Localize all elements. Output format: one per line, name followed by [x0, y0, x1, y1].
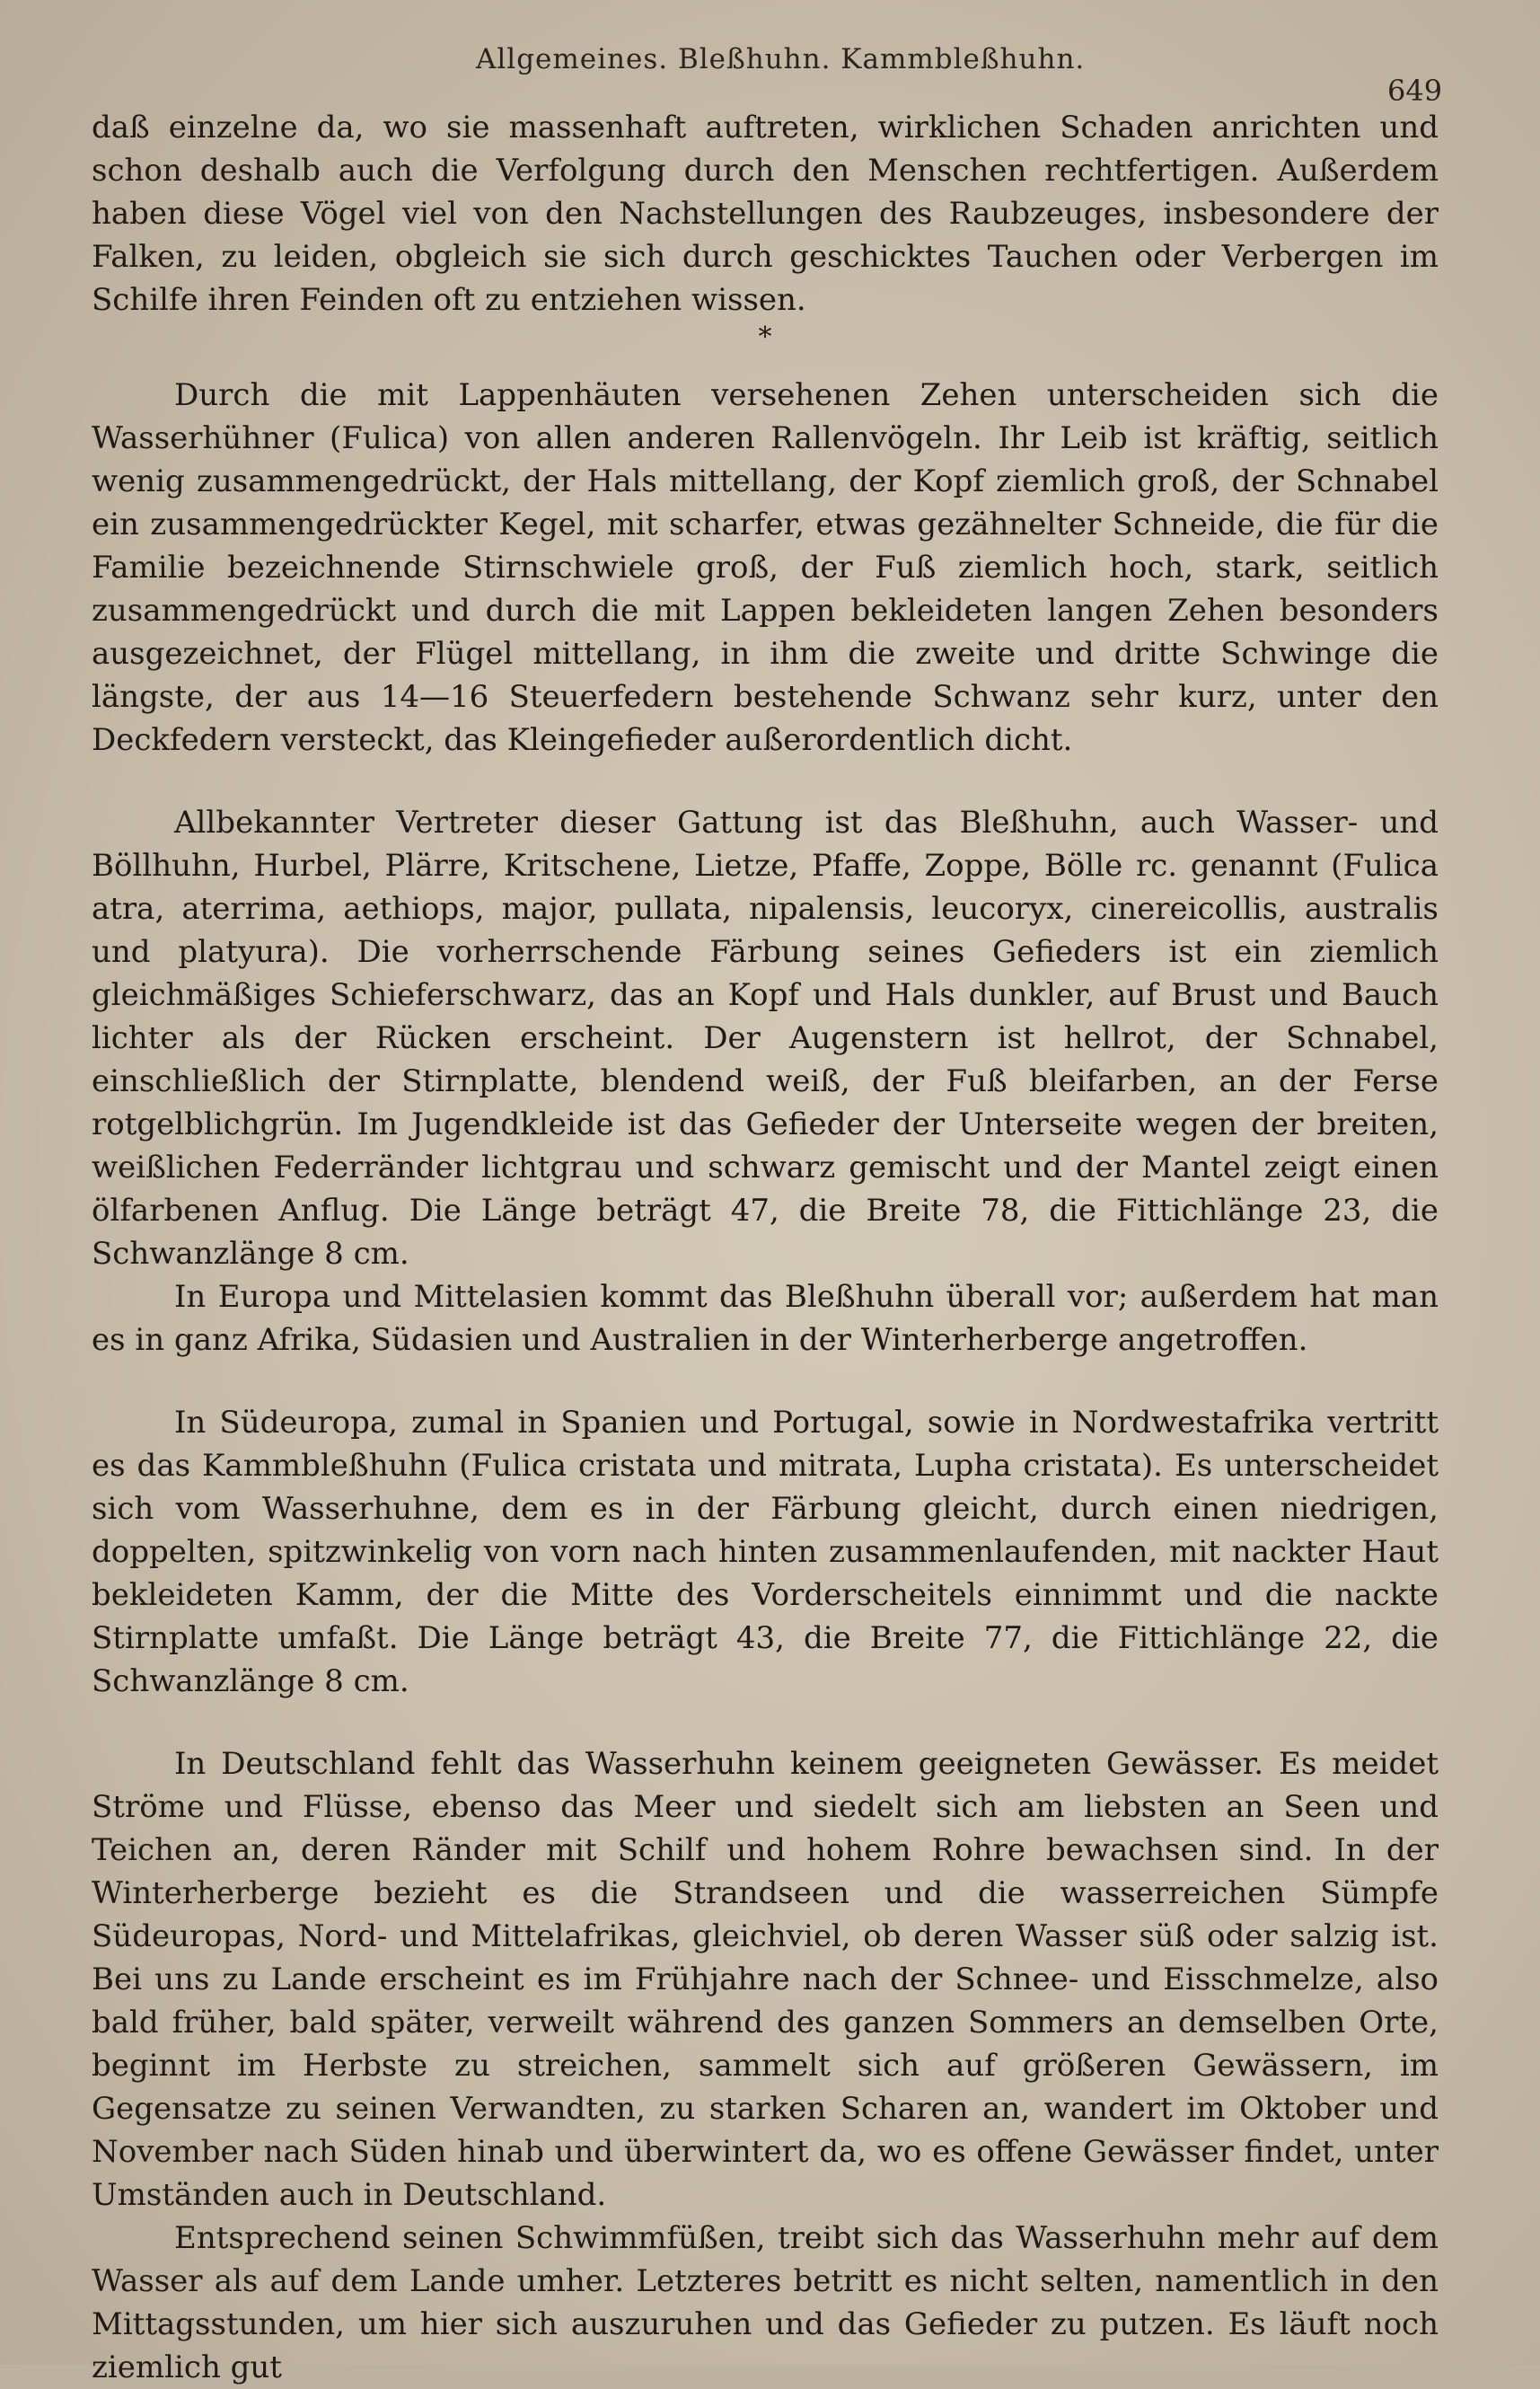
paragraph-fulica-genus: Durch die mit Lappenhäuten versehenen Zehen unterscheiden sich die Wasserhühner (Fulica) von allen anderen Rallenvögeln. Ihr Leib ist kräftig, seitlich wenig zusammengedrückt, der Hals mittellang, der Kopf ziemlich groß, der Schnabel ein zusammengedrückter Kegel, mit scharfer, etwas gezähnelter Schneide, die für die Familie bezeichnende Stirnschwiele groß, der Fuß ziemlich hoch, stark, seitlich zusammengedrückt und durch die mit Lappen bekleideten langen Zehen besonders ausgezeichnet, der Flügel mittellang, in ihm die zweite und dritte Schwinge die längste, der aus 14—16 Steuerfedern bestehende Schwanz sehr kurz, unter den Deckfedern versteckt, das Kleingefieder außerordentlich dicht. — [92, 377, 1439, 758]
paragraph-kammblesshuhn: In Südeuropa, zumal in Spanien und Portugal, sowie in Nordwestafrika vertritt es das Kammbleßhuhn (Fulica cristata und mitrata, Lupha cristata). Es unterscheidet sich vom Wasserhuhne, dem es in der Färbung gleicht, durch einen niedrigen, doppelten, spitzwinkelig von vorn nach hinten zusammenlaufenden, mit nackter Haut bekleideten Kamm, der die Mitte des Vorderscheitels einnimmt und die nackte Stirnplatte umfaßt. Die Länge beträgt 43, die Breite 77, die Fittichlänge 22, die Schwanzlänge 8 cm. — [92, 1405, 1439, 1699]
paragraph-habitat: In Deutschland fehlt das Wasserhuhn keinem geeigneten Gewässer. Es meidet Ströme und Flüsse, ebenso das Meer und siedelt sich am liebsten an Seen und Teichen an, deren Ränder mit Schilf und hohem Rohre bewachsen sind. In der Winterherberge bezieht es die Strandseen und die wasserreichen Sümpfe Südeuropas, Nord- und Mittelafrikas, gleichviel, ob deren Wasser süß oder salzig ist. Bei uns zu Lande erscheint es im Frühjahre nach der Schnee- und Eisschmelze, also bald früher, bald später, verweilt während des ganzen Sommers an demselben Orte, beginnt im Herbste zu streichen, sammelt sich auf größeren Gewässern, im Gegensatze zu seinen Verwandten, zu starken Scharen an, wandert im Oktober und November nach Süden hinab und überwintert da, wo es offene Gewässer findet, unter Umständen auch in Deutschland. — [92, 1746, 1439, 2213]
page-number: 649 — [1387, 74, 1443, 108]
running-head: Allgemeines. Bleßhuhn. Kammbleßhuhn. — [476, 43, 1086, 75]
paragraph-continuation: daß einzelne da, wo sie massenhaft auftreten, wirklichen Schaden anrichten und schon deshalb auch die Verfolgung durch den Menschen rechtfertigen. Außerdem haben diese Vögel viel von den Nachstellungen des Raubzeuges, insbesondere der Falken, zu leiden, obgleich sie sich durch geschicktes Tauchen oder Verbergen im Schilfe ihren Feinden oft zu entziehen wissen. — [92, 110, 1439, 318]
paragraph-distribution: In Europa und Mittelasien kommt das Bleßhuhn überall vor; außerdem hat man es in ganz Afrika, Südasien und Australien in der Winterherberge angetroffen. — [92, 1279, 1439, 1358]
body-text — [92, 106, 1439, 2389]
section-divider-asterisk: * — [758, 322, 772, 353]
paragraph-blesshuhn: Allbekannter Vertreter dieser Gattung ist das Bleßhuhn, auch Wasser- und Böllhuhn, Hurbel, Plärre, Kritschene, Lietze, Pfaffe, Zoppe, Bölle rc. genannt (Fulica atra, aterrima, aethiops, major, pullata, nipalensis, leucoryx, cinereicollis, australis und platyura). Die vorherrschende Färbung seines Gefieders ist ein ziemlich gleichmäßiges Schieferschwarz, das an Kopf und Hals dunkler, auf Brust und Bauch lichter als der Rücken erscheint. Der Augenstern ist hellrot, der Schnabel, einschließlich der Stirnplatte, blendend weiß, der Fuß bleifarben, an der Ferse rotgelblichgrün. Im Jugendkleide ist das Gefieder der Unterseite wegen der breiten, weißlichen Federränder lichtgrau und schwarz gemischt und der Mantel zeigt einen ölfarbenen Anflug. Die Länge beträgt 47, die Breite 78, die Fittichlänge 23, die Schwanzlänge 8 cm. — [92, 805, 1439, 1272]
paragraph-behaviour: Entsprechend seinen Schwimmfüßen, treibt sich das Wasserhuhn mehr auf dem Wasser als auf dem Lande umher. Letzteres betritt es nicht selten, namentlich in den Mittagsstunden, um hier sich auszuruhen und das Gefieder zu putzen. Es läuft noch ziemlich gut — [92, 2220, 1439, 2385]
